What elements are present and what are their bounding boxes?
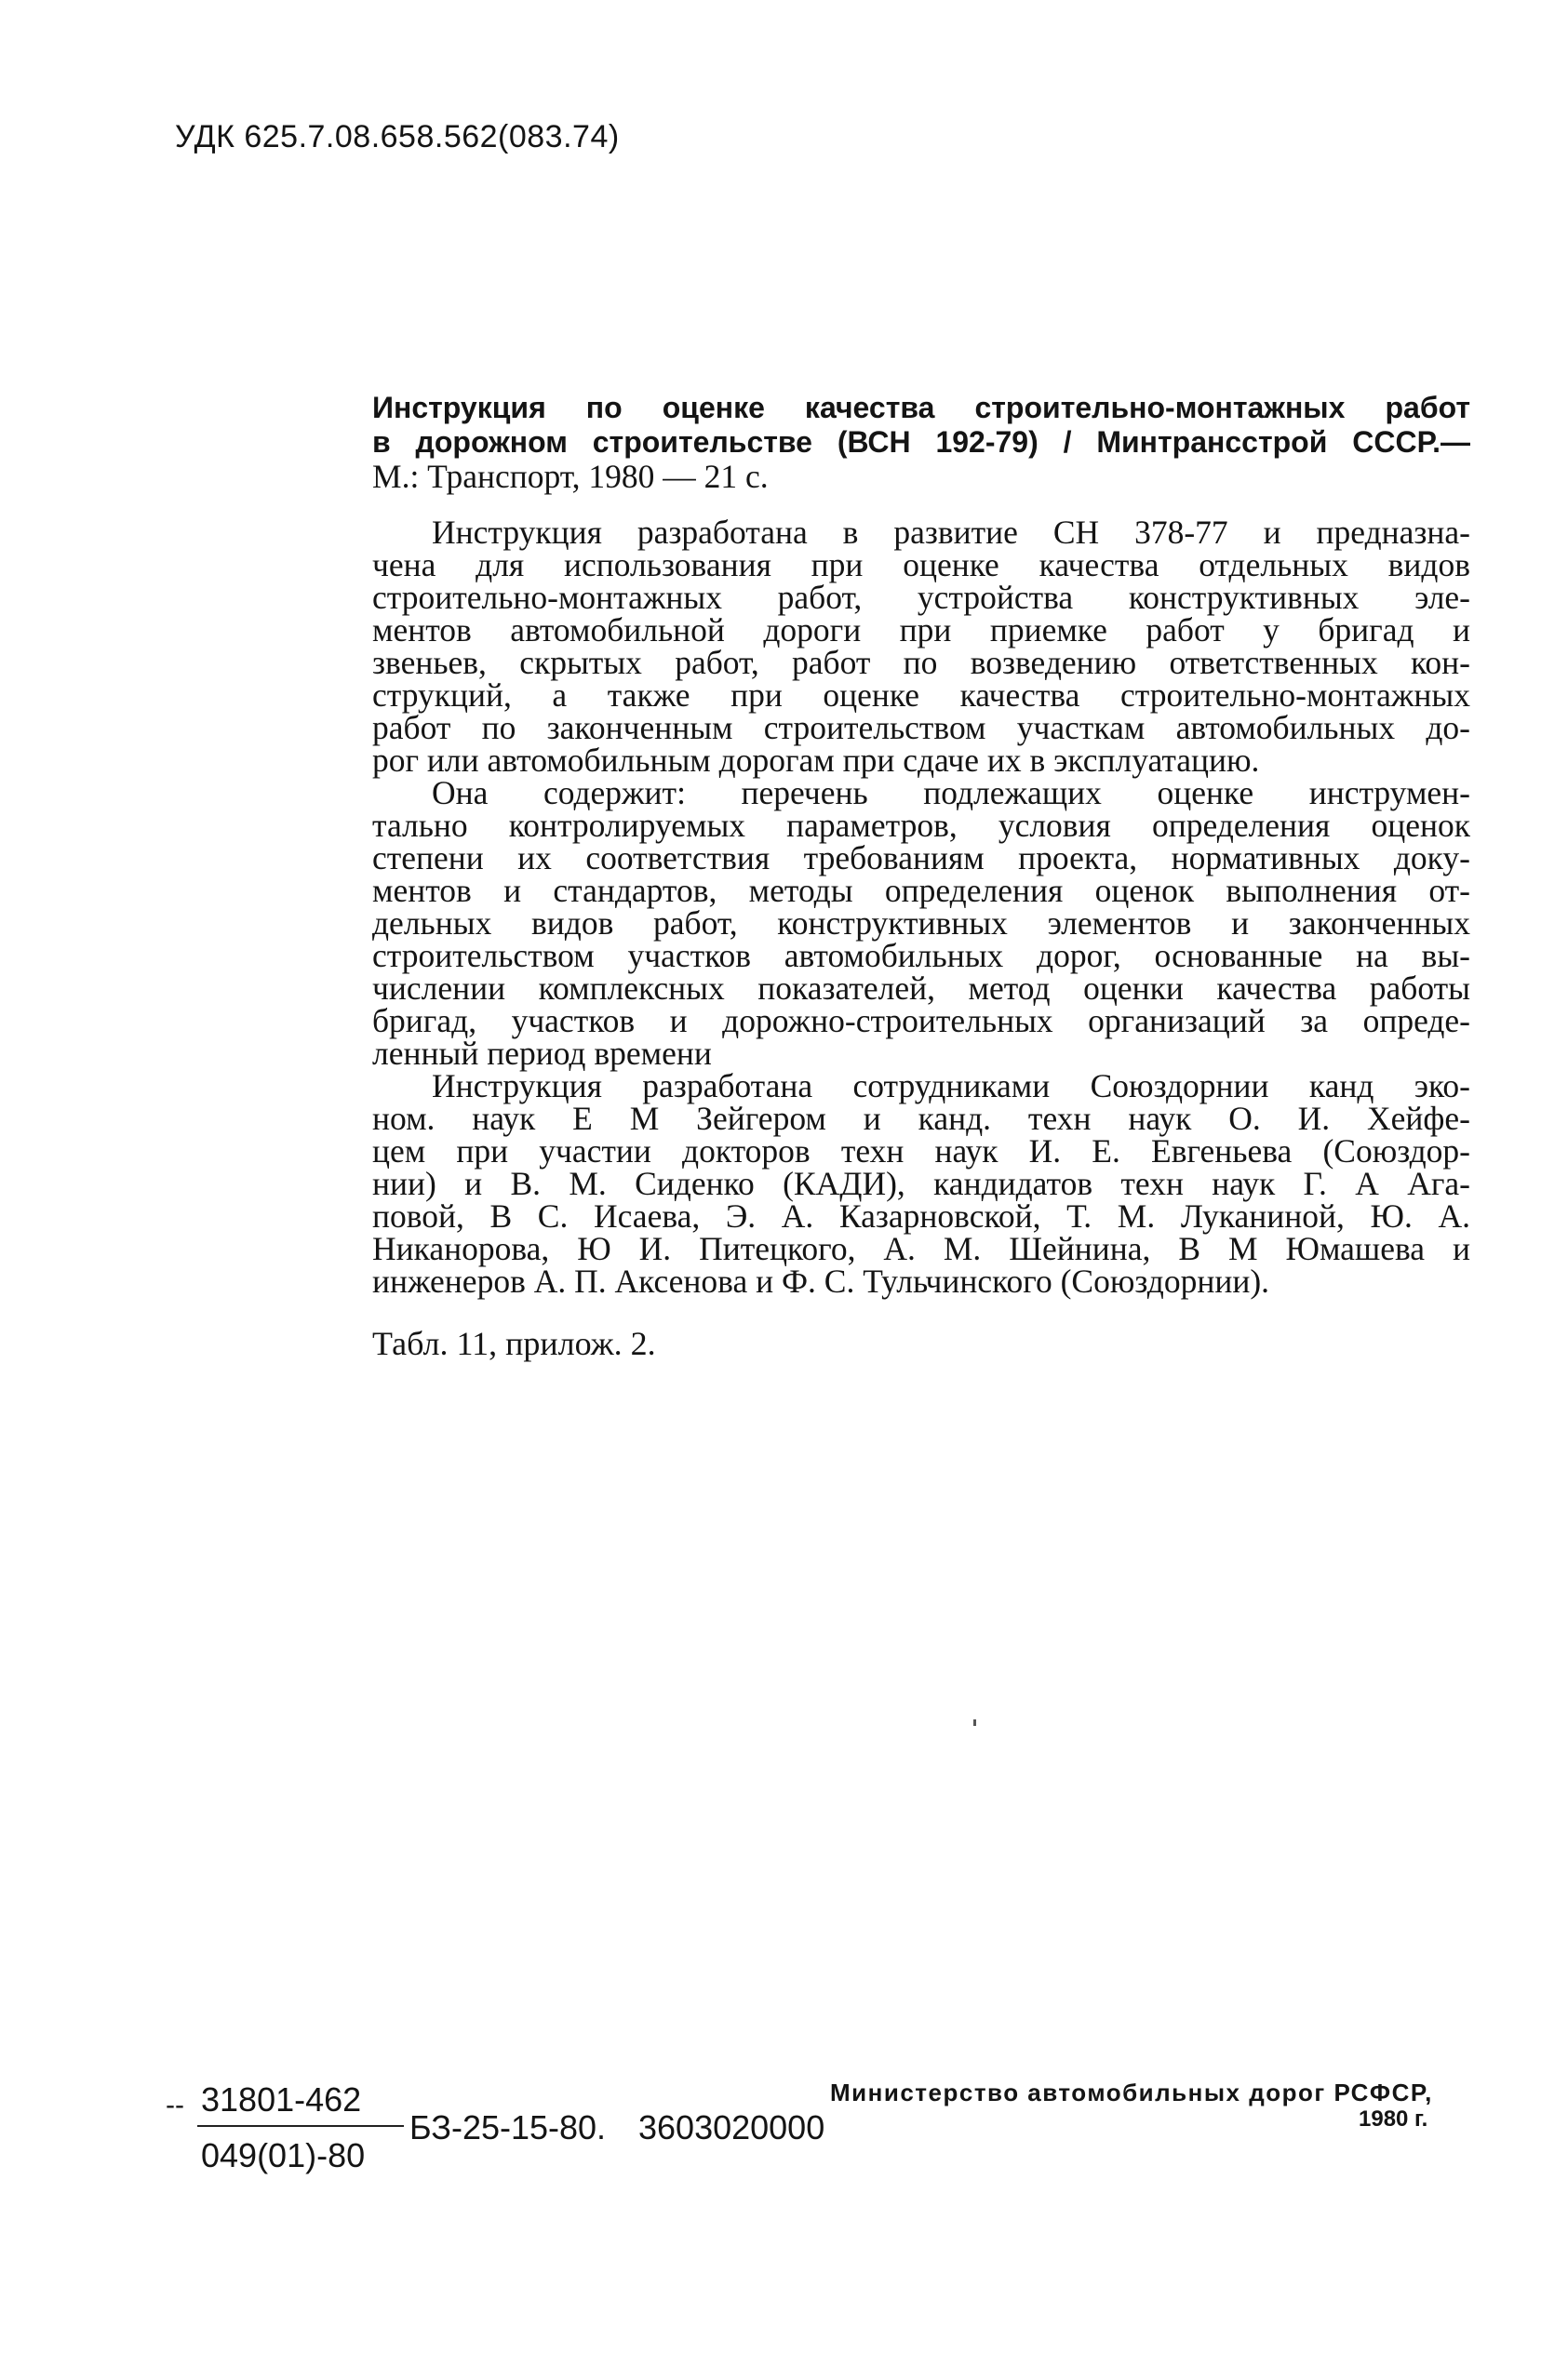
text-line: дельных видов работ, конструктивных элементов и законченных — [372, 904, 1470, 942]
text-line: повой, В С. Исаева, Э. А. Казарновской, Т. М. Луканиной, Ю. А. — [372, 1197, 1470, 1235]
udk-classification: УДК 625.7.08.658.562(083.74) — [175, 119, 620, 154]
paragraph-purpose — [372, 516, 1470, 777]
text-line: ментов автомобильной дороги при приемке работ у бригад и — [372, 611, 1470, 648]
text-line: ментов и стандартов, методы определения оценок выполнения от- — [372, 872, 1470, 909]
annotation-block — [372, 391, 1470, 1363]
text-line: инженеров А. П. Аксенова и Ф. С. Тульчинского (Союздорнии). — [372, 1263, 1270, 1300]
text-line: рог или автомобильным дорогам при сдаче их в эксплуатацию. — [372, 742, 1260, 779]
text-line: ленный период времени — [372, 1035, 712, 1072]
text-line: тально контролируемых параметров, условия определения оценок — [372, 807, 1470, 844]
imprint-index-top: 31801-462 — [201, 2080, 362, 2119]
text-line: чена для использования при оценке качества отдельных видов — [372, 546, 1470, 583]
text-line: струкций, а также при оценке качества строительно-монтажных — [372, 676, 1470, 714]
text-line: нии) и В. М. Сиденко (КАДИ), кандидатов техн наук Г. А Ага- — [372, 1165, 1470, 1202]
copyright-year: 1980 г. — [1359, 2106, 1428, 2132]
paragraph-contents — [372, 774, 1470, 1072]
text-line: бригад, участков и дорожно-строительных организаций за опреде- — [372, 1002, 1470, 1039]
text-line: строительством участков автомобильных дорог, основанные на вы- — [372, 937, 1470, 974]
text-line: Она содержит: перечень подлежащих оценке инструмен- — [432, 774, 1470, 811]
bib-line: Инструкция по оценке качества строительно-монтажных работ — [372, 391, 1470, 424]
text-line: работ по законченным строительством участкам автомобильных до- — [372, 709, 1470, 746]
imprint-code: 3603020000 — [638, 2108, 825, 2146]
text-line: строительно-монтажных работ, устройства конструктивных эле- — [372, 579, 1470, 616]
text-line: числении комплексных показателей, метод оценки качества работы — [372, 969, 1470, 1007]
copyright-holder: Министерство автомобильных дорог РСФСР, — [830, 2079, 1433, 2106]
imprint-index-bottom: 049(01)-80 — [201, 2136, 366, 2174]
text-line: Инструкция разработана в развитие СН 378-77 и предназна- — [432, 514, 1470, 551]
print-speck — [973, 1719, 976, 1726]
tables-appendices-note: Табл. 11, прилож. 2. — [372, 1325, 656, 1362]
imprint-dash: -- — [166, 2090, 184, 2120]
text-line: степени их соответствия требованиям проекта, нормативных доку- — [372, 839, 1470, 876]
text-line: звеньев, скрытых работ, работ по возведению ответственных кон- — [372, 644, 1470, 681]
paragraph-authors — [372, 1067, 1470, 1300]
bib-line: М.: Транспорт, 1980 — 21 с. — [372, 458, 769, 495]
text-line: Инструкция разработана сотрудниками Союздорнии канд эко- — [432, 1067, 1470, 1104]
text-line: Никанорова, Ю И. Питецкого, А. М. Шейнина, В М Юмашева и — [372, 1230, 1470, 1267]
bib-line: в дорожном строительстве (ВСН 192-79) / Минтрансстрой СССР.— — [372, 425, 1470, 459]
bibliographic-description — [372, 391, 1470, 494]
fraction-rule — [197, 2125, 404, 2127]
imprint-bz-number: БЗ-25-15-80. — [409, 2108, 607, 2146]
text-line: ном. наук Е М Зейгером и канд. техн наук О. И. Хейфе- — [372, 1100, 1470, 1137]
text-line: цем при участии докторов техн наук И. Е. Евгеньева (Союздор- — [372, 1132, 1470, 1170]
